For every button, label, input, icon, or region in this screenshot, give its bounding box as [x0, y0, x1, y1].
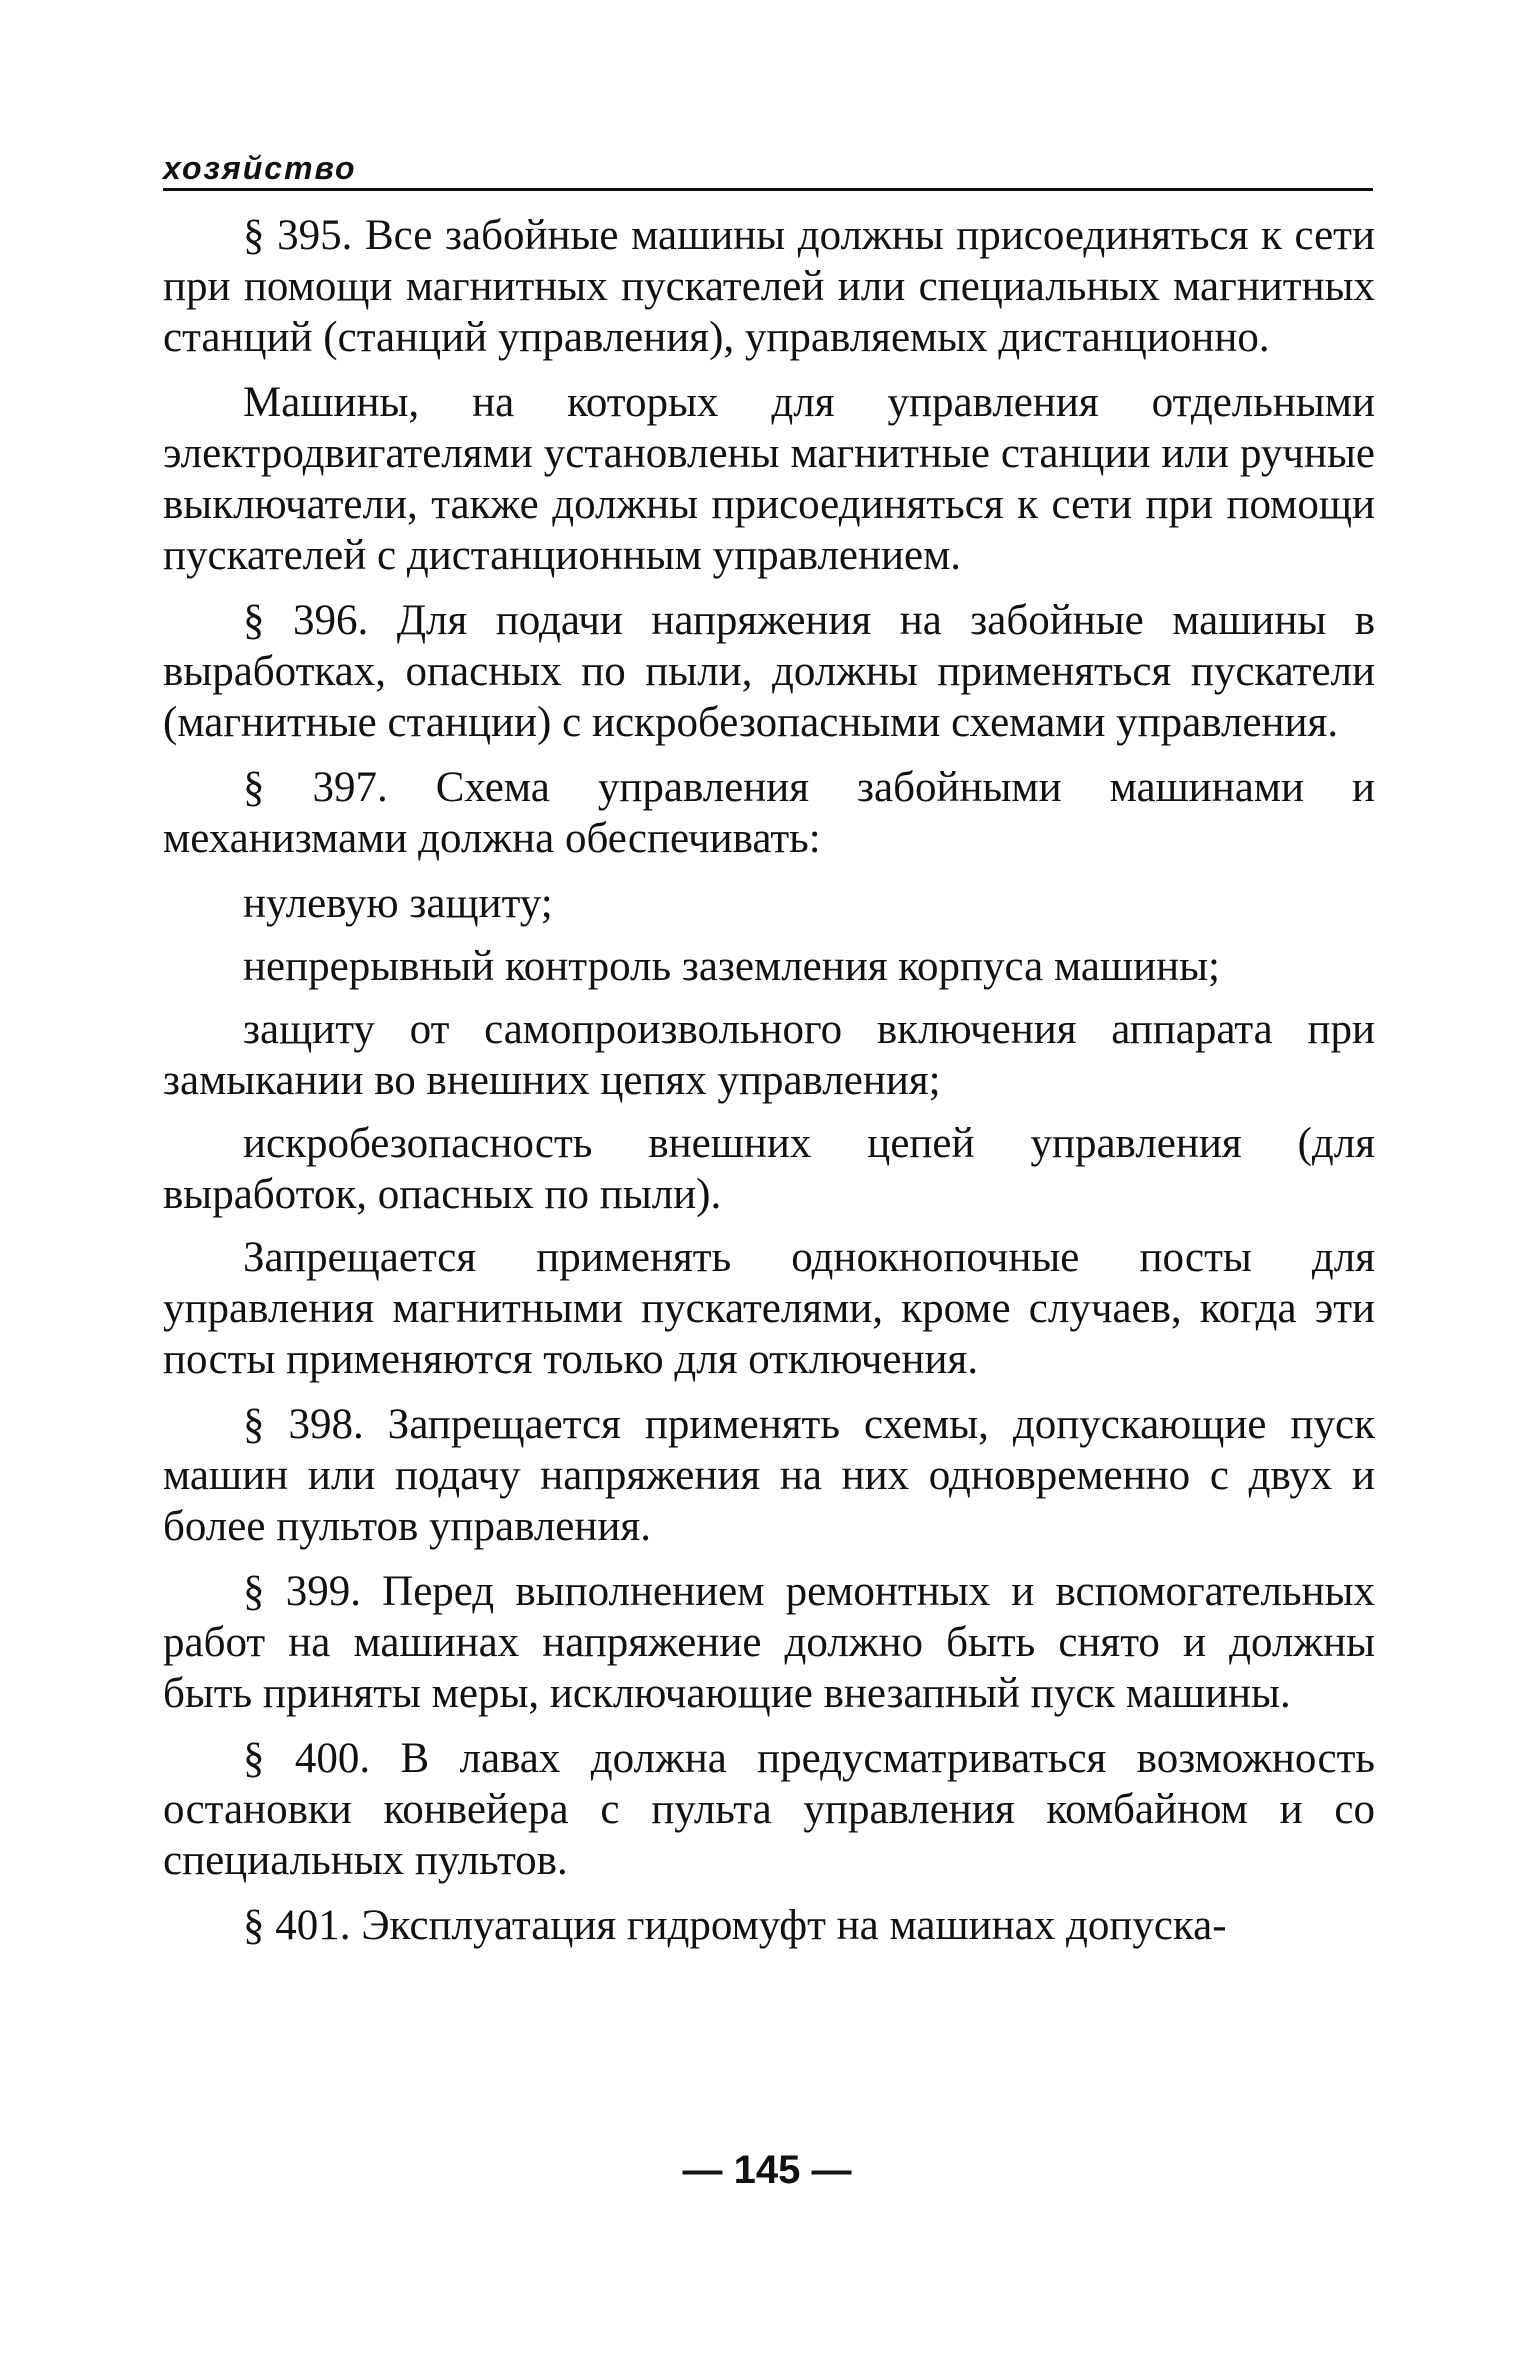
list-item-ground-control: непрерывный контроль заземления корпуса машины; [243, 943, 1220, 990]
page-number: — 145 — [682, 2148, 852, 2192]
list-item-intrinsic-safety: искробезопасность внешних цепей управления (для выработок, опасных по пыли). [163, 1120, 1375, 1218]
running-header [163, 150, 1373, 190]
header-rule [163, 188, 1373, 191]
list-item-zero-protection: нулевую защиту; [243, 880, 553, 927]
paragraph-396: § 396. Для подачи напряжения на забойные машины в выработках, опасных по пыли, должны применяться пускатели (магнитные станции) с искробезопасными схемами управления. [163, 597, 1375, 746]
running-header-title: хозяйство [163, 150, 357, 186]
list-item-spontaneous-start-protection: защиту от самопроизвольного включения аппарата при замыкании во внешних цепях управления; [163, 1006, 1375, 1104]
paragraph-397: § 397. Схема управления забойными машинами и механизмами должна обеспечивать: [163, 764, 1375, 862]
paragraph-401: § 401. Эксплуатация гидромуфт на машинах допуска- [243, 1902, 1227, 1949]
body-text [163, 210, 1375, 1965]
paragraph-395-continued: Машины, на которых для управления отдельными электродвигателями установлены магнитные станции или ручные выключатели, также должны присоединяться к сети при помощи пускателей с дистанционным управлением. [163, 379, 1375, 579]
paragraph-400: § 400. В лавах должна предусматриваться возможность остановки конвейера с пульта управления комбайном и со специальных пультов. [163, 1735, 1375, 1884]
paragraph-398: § 398. Запрещается применять схемы, допускающие пуск машин или подачу напряжения на них одновременно с двух и более пультов управления. [163, 1401, 1375, 1550]
paragraph-prohibition: Запрещается применять однокнопочные посты для управления магнитными пускателями, кроме случаев, когда эти посты применяются только для отключения. [163, 1234, 1375, 1383]
paragraph-399: § 399. Перед выполнением ремонтных и вспомогательных работ на машинах напряжение должно быть снято и должны быть приняты меры, исключающие внезапный пуск машины. [163, 1568, 1375, 1717]
paragraph-395: § 395. Все забойные машины должны присоединяться к сети при помощи магнитных пускателей или специальных магнитных станций (станций управления), управляемых дистанционно. [163, 212, 1375, 361]
